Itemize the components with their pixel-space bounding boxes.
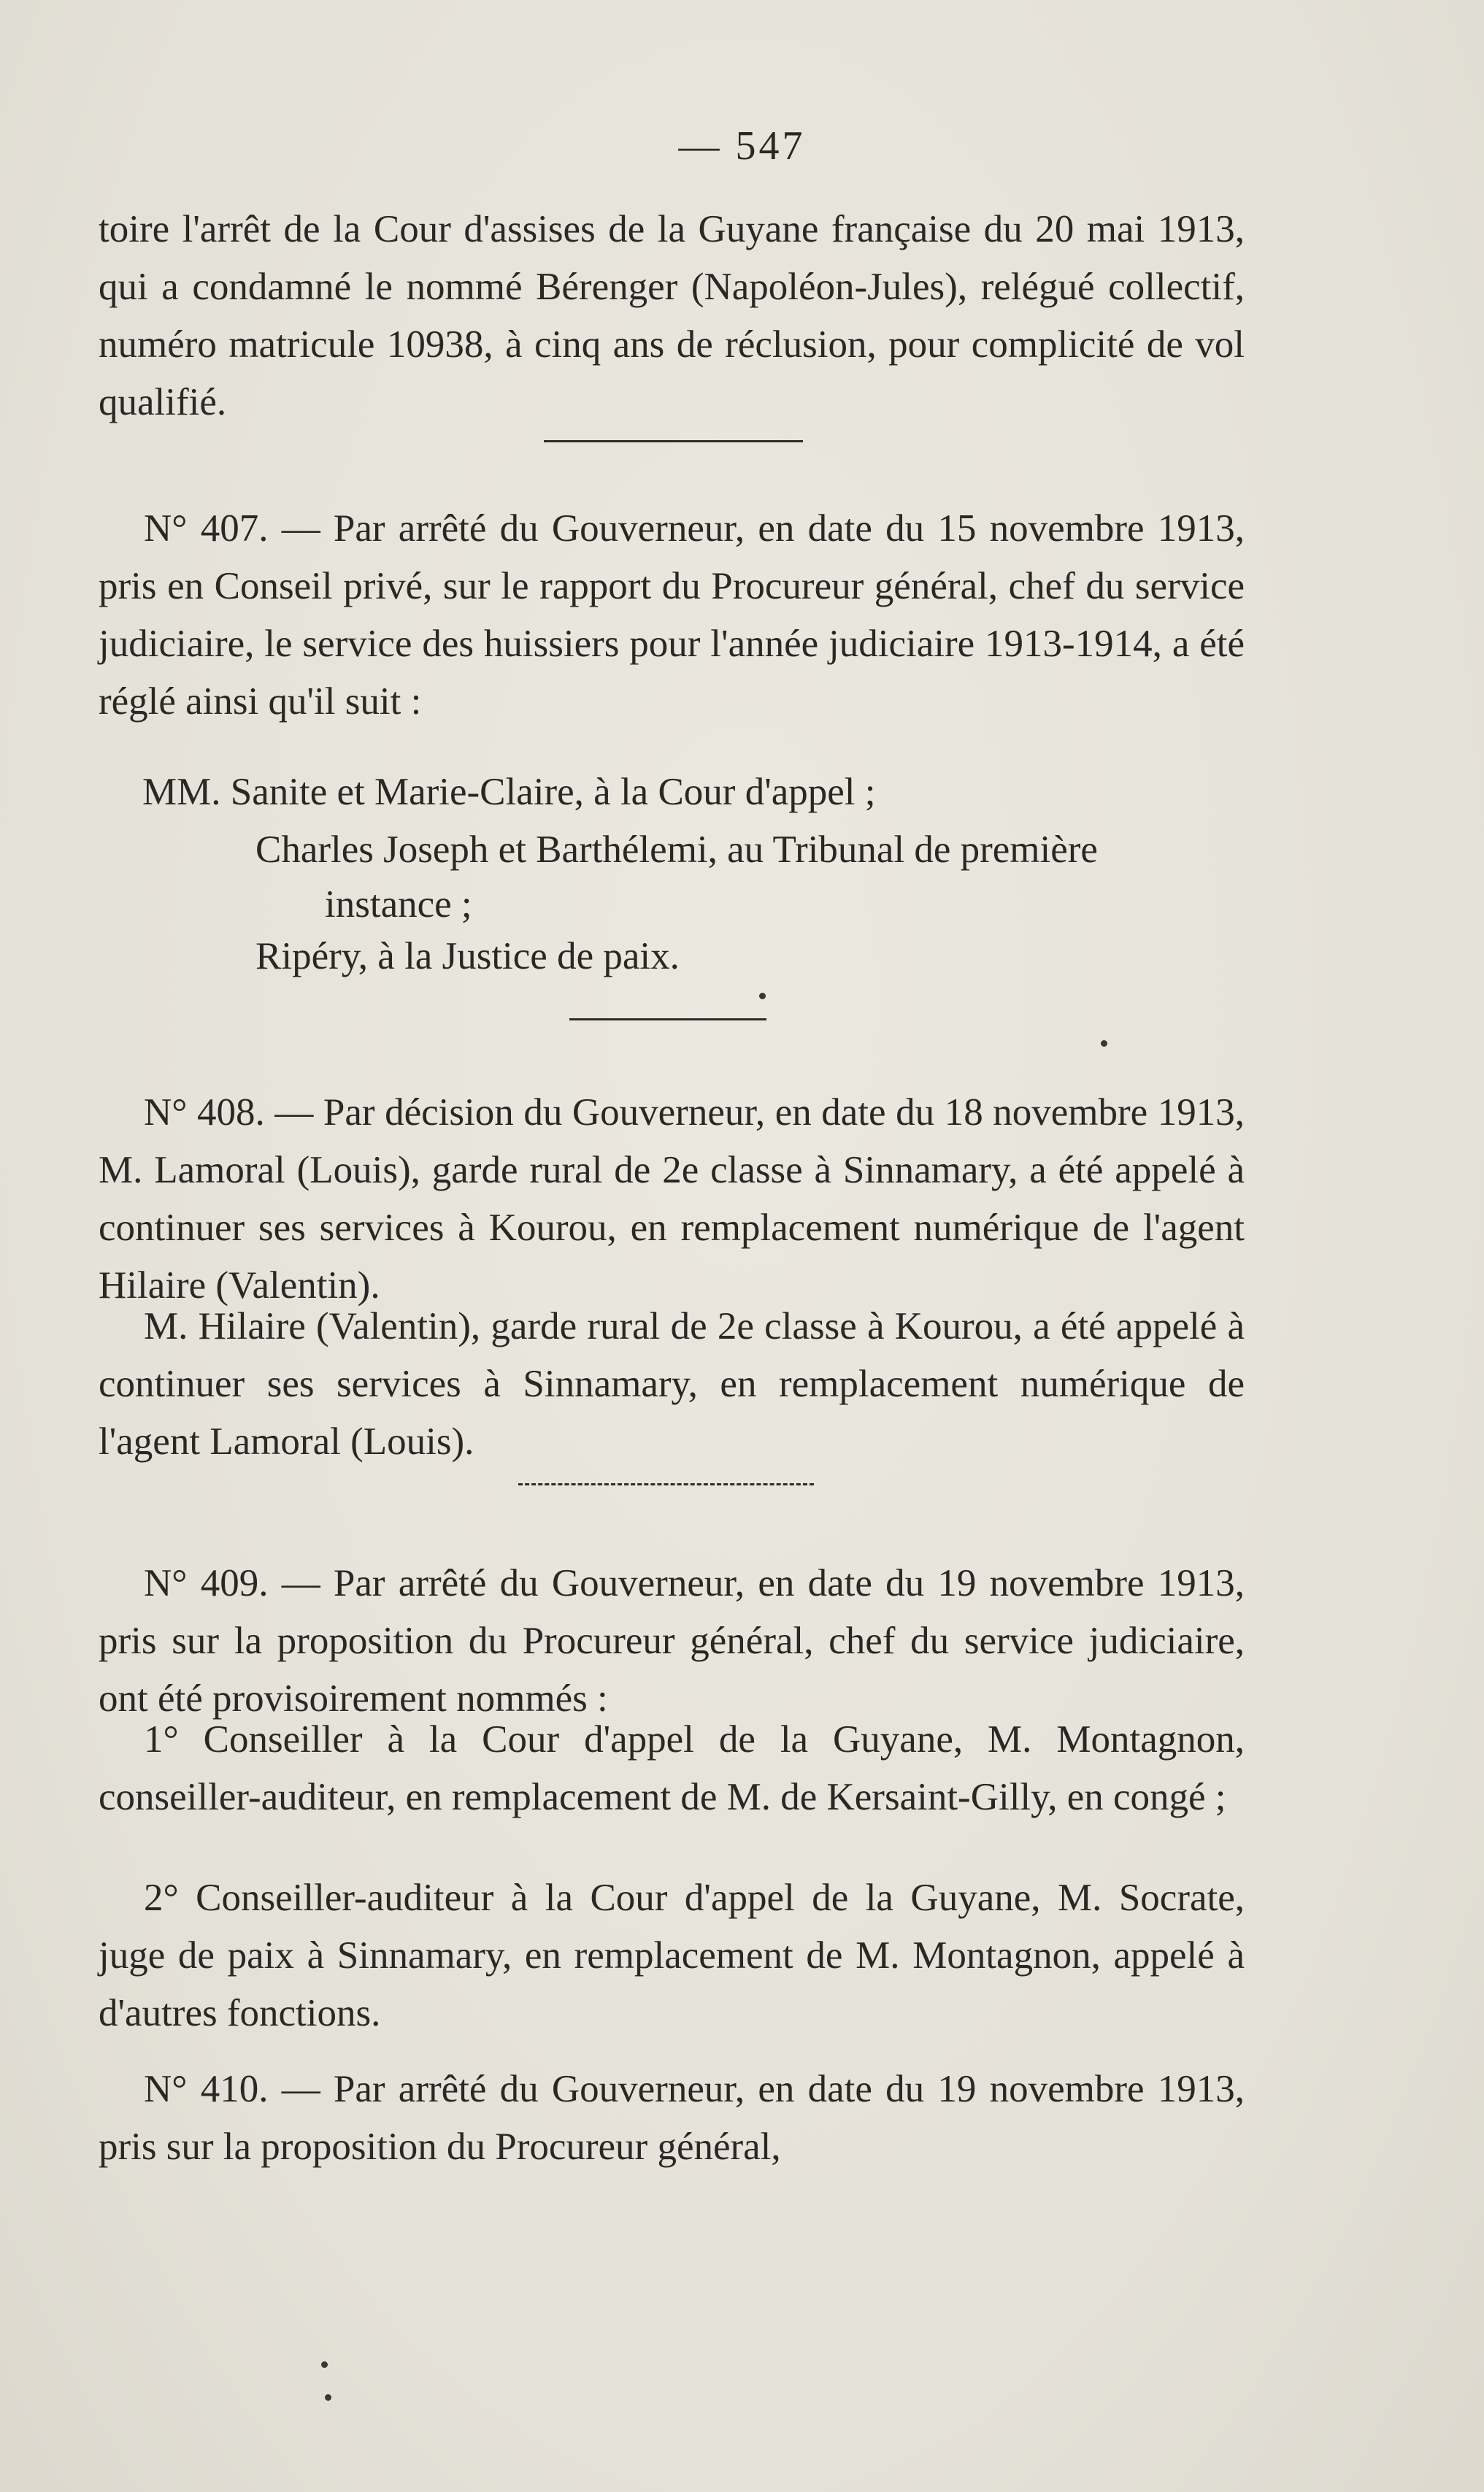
- item-407-paragraph: N° 407. — Par arrêté du Gouverneur, en date du 15 novembre 1913, pris en Conseil privé, sur le rapport du Procureur général, chef du service judiciaire, le service des huissiers pour l'année judiciaire 1913-1914, a été réglé ainsi qu'il suit :: [99, 507, 1245, 723]
- item-407-list-line: Charles Joseph et Barthélemi, au Tribunal de première: [255, 828, 1098, 871]
- separator-rule: [544, 440, 803, 442]
- item-409-point: 2° Conseiller-auditeur à la Cour d'appel de la Guyane, M. Socrate, juge de paix à Sinnamary, en remplacement de M. Montagnon, appelé à d'autres fonctions.: [99, 1877, 1245, 2034]
- item-407-list-line: MM. Sanite et Marie-Claire, à la Cour d'appel ;: [142, 771, 876, 813]
- page-number: — 547: [678, 123, 806, 169]
- separator-rule: [569, 1018, 766, 1020]
- ink-speck: [759, 993, 766, 999]
- item-409-point: 1° Conseiller à la Cour d'appel de la Guyane, M. Montagnon, conseiller-auditeur, en remplacement de M. de Kersaint-Gilly, en congé ;: [99, 1718, 1245, 1818]
- item-410-paragraph: N° 410. — Par arrêté du Gouverneur, en date du 19 novembre 1913, pris sur la proposition du Procureur général,: [99, 2068, 1245, 2168]
- item-409-paragraph: N° 409. — Par arrêté du Gouverneur, en date du 19 novembre 1913, pris sur la proposition du Procureur général, chef du service judiciaire, ont été provisoirement nommés :: [99, 1562, 1245, 1720]
- item-407-list-line: instance ;: [325, 883, 472, 926]
- item-408-paragraph: M. Hilaire (Valentin), garde rural de 2e classe à Kourou, a été appelé à continuer ses services à Sinnamary, en remplacement numérique de l'agent Lamoral (Louis).: [99, 1305, 1245, 1463]
- ink-speck: [1101, 1040, 1107, 1047]
- ink-speck: [321, 2361, 328, 2368]
- item-408-paragraph: N° 408. — Par décision du Gouverneur, en date du 18 novembre 1913, M. Lamoral (Louis), garde rural de 2e classe à Sinnamary, a été appelé à continuer ses services à Kourou, en remplacement numérique de l'agent Hilaire (Valentin).: [99, 1091, 1245, 1307]
- separator-rule: [518, 1483, 814, 1485]
- item-407-list-line: Ripéry, à la Justice de paix.: [255, 935, 680, 977]
- ink-speck: [325, 2394, 331, 2401]
- intro-paragraph: toire l'arrêt de la Cour d'assises de la Guyane française du 20 mai 1913, qui a condamné le nommé Bérenger (Napoléon-Jules), relégué collectif, numéro matricule 10938, à cinq ans de réclusion, pour complicité de vol qualifié.: [99, 208, 1245, 423]
